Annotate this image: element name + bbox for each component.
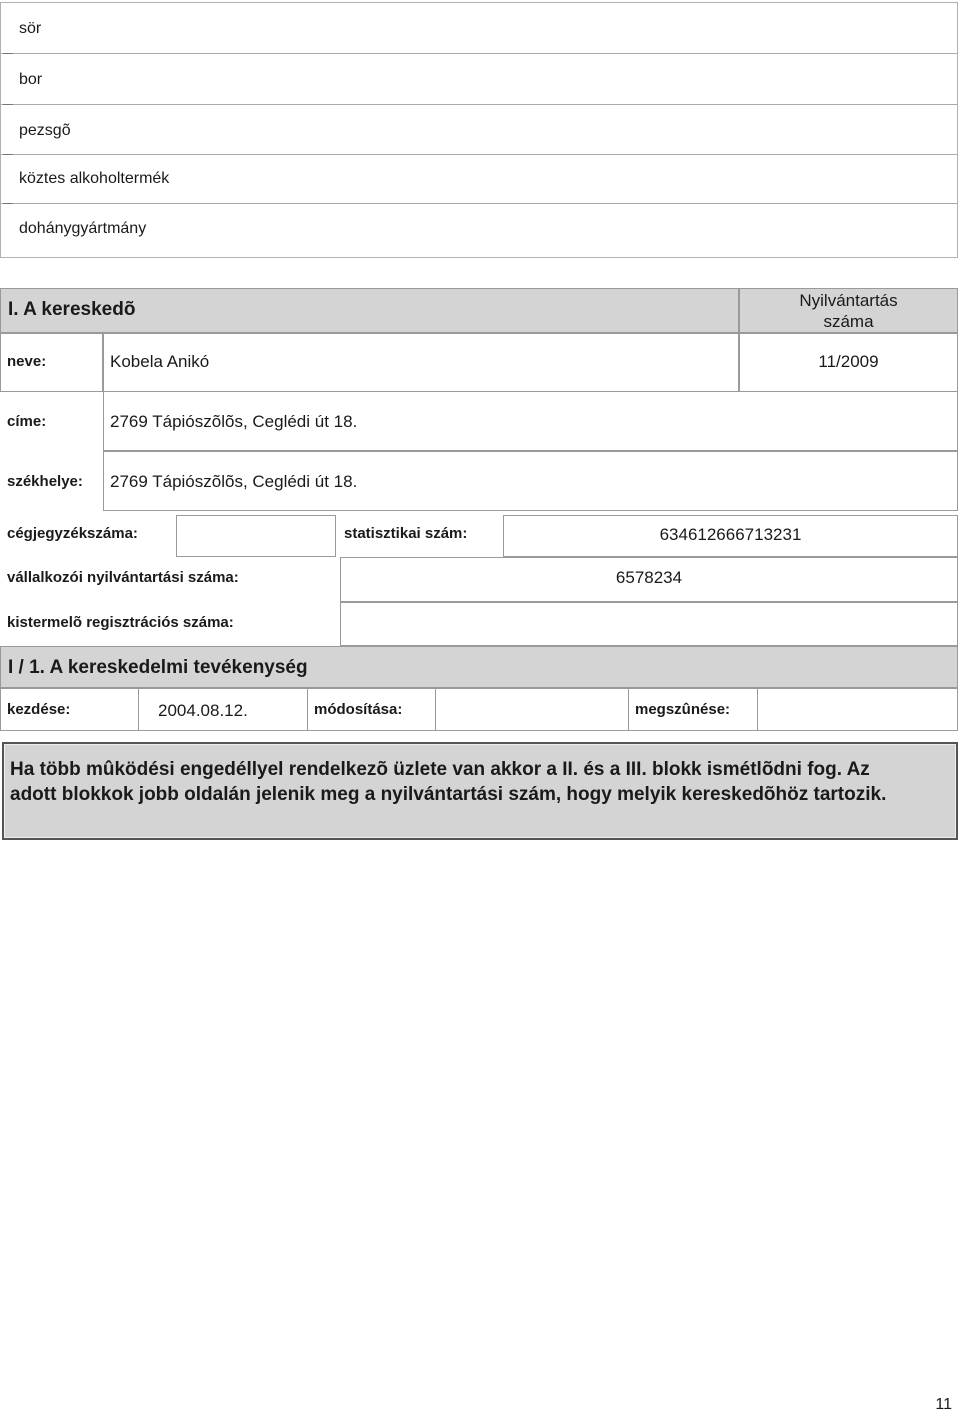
start-label: kezdése: [7, 701, 71, 718]
section-header-merchant [0, 288, 739, 333]
section-header-activity [0, 646, 958, 688]
company-reg-label: cégjegyzékszáma: [7, 525, 138, 542]
page-number: 11 [935, 1396, 952, 1413]
product-list [0, 2, 958, 258]
smallproducer-label: kistermelõ regisztrációs száma: [7, 614, 234, 631]
seat-value: 2769 Tápiószõlõs, Ceglédi út 18. [110, 472, 358, 491]
product-item-pezsgo: pezsgõ [19, 122, 71, 139]
seat-label: székhelye: [7, 473, 83, 490]
address-label: címe: [7, 413, 47, 430]
repeat-note-text: Ha több mûködési engedéllyel rendelkezõ üzlete van akkor a II. és a III. blokk ismétlõdni fog. Az adott blokkok jobb oldalán jelenik meg a nyilvántartási szám, hogy melyik kereskedõhöz tartozik. [10, 759, 887, 805]
product-item-bor: bor [19, 71, 43, 88]
registry-header [739, 288, 958, 333]
modify-value-cell [435, 688, 629, 731]
name-value: Kobela Anikó [110, 352, 210, 371]
product-item-dohany: dohánygyártmány [19, 220, 147, 237]
product-item-koztes: köztes alkoholtermék [19, 170, 170, 187]
stat-value: 634612666713231 [659, 525, 802, 544]
entrepreneur-value: 6578234 [615, 568, 683, 587]
section-activity-title: I / 1. A kereskedelmi tevékenység [8, 657, 308, 678]
section-title: I. A kereskedõ [8, 299, 136, 320]
company-reg-value-cell [176, 515, 336, 557]
repeat-note [2, 742, 958, 840]
modify-label: módosítása: [314, 701, 403, 718]
entrepreneur-label: vállalkozói nyilvántartási száma: [7, 569, 239, 586]
start-value: 2004.08.12. [158, 701, 248, 720]
name-label: neve: [7, 353, 47, 370]
end-value-cell [757, 688, 958, 731]
end-label: megszûnése: [635, 701, 731, 718]
address-value: 2769 Tápiószõlõs, Ceglédi út 18. [110, 412, 358, 431]
product-item-sor: sör [19, 20, 42, 37]
registry-header-label: Nyilvántartás száma [799, 291, 898, 331]
smallproducer-value-cell [340, 602, 958, 646]
registry-number: 11/2009 [818, 352, 879, 371]
stat-label: statisztikai szám: [344, 525, 468, 542]
